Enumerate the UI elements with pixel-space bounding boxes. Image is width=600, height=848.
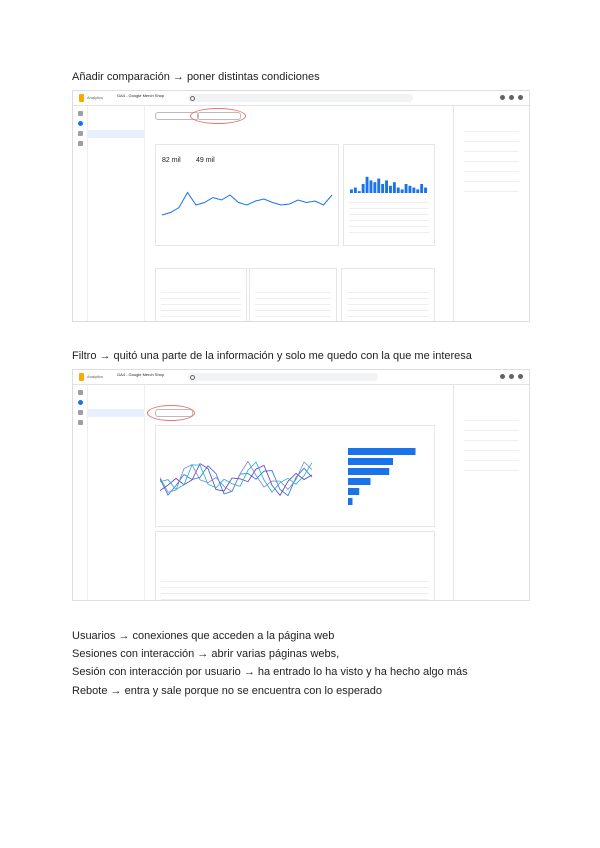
advertising-icon[interactable] [78,420,83,425]
nav-item[interactable] [88,449,144,457]
data-table [155,531,435,601]
search-input[interactable] [188,94,413,102]
realtime-card [343,144,435,246]
realtime-bar [366,177,369,193]
channel-bar [348,458,393,465]
property-selector[interactable]: GA4 - Google Merch Shop [117,93,165,98]
nav-item[interactable] [88,170,144,178]
left-rail [73,385,88,600]
highlight-circle [147,405,195,421]
help-icon[interactable] [509,95,514,100]
realtime-bar [377,179,380,193]
reports-icon[interactable] [78,400,83,405]
report-nav [88,106,145,321]
avatar[interactable] [518,374,523,379]
realtime-bar [424,188,427,193]
nav-item-selected[interactable] [88,130,144,138]
realtime-bar [381,184,384,193]
realtime-bar [412,188,415,193]
home-icon[interactable] [78,111,83,116]
apps-icon[interactable] [500,95,505,100]
nav-item[interactable] [88,401,144,409]
home-icon[interactable] [78,390,83,395]
note-sesiones: Sesiones con interacción → abrir varias páginas webs, [72,648,340,660]
traffic-chart-card [155,425,435,527]
nav-item[interactable] [88,162,144,170]
avatar[interactable] [518,95,523,100]
note-usuarios: Usuarios → conexiones que acceden a la página web [72,630,335,642]
analytics-screenshot-filter [72,369,530,601]
filter-panel [453,385,529,600]
summary-card-3 [341,268,435,322]
property-selector[interactable]: GA4 - Google Merch Shop [117,372,165,377]
realtime-rows [344,197,434,233]
realtime-bar [350,189,353,193]
toolbar-icons [500,95,523,100]
explore-icon[interactable] [78,131,83,136]
nav-item[interactable] [88,441,144,449]
realtime-bar [389,186,392,193]
report-main [153,385,449,600]
nav-item[interactable] [88,425,144,433]
nav-item[interactable] [88,122,144,130]
search-icon [190,96,195,101]
realtime-bar [393,182,396,193]
channels-bar-chart [328,444,428,514]
report-nav [88,385,145,600]
note-sesion-usuario: Sesión con interacción por usuario → ha entrado lo ha visto y ha hecho algo más [72,666,468,678]
comparison-panel [453,106,529,321]
realtime-bar-chart [344,173,434,193]
analytics-screenshot-home [72,90,530,322]
nav-item[interactable] [88,178,144,186]
nav-item[interactable] [88,385,144,393]
users-line-chart [156,175,338,235]
realtime-bar [385,180,388,193]
toolbar-icons [500,374,523,379]
kpi-users-value: 82 mil [162,157,181,164]
note-filtro: Filtro → quitó una parte de la información y solo me quedo con la que me interesa [72,350,472,362]
nav-item[interactable] [88,417,144,425]
apps-icon[interactable] [500,374,505,379]
channel-bar [348,498,353,505]
top-bar [73,91,529,106]
overview-chart-card [155,144,339,246]
highlight-circle [190,108,246,124]
realtime-bar [362,184,365,193]
nav-item[interactable] [88,146,144,154]
summary-card-2 [249,268,337,322]
realtime-bar [420,184,423,193]
realtime-bar [354,188,357,193]
product-name: Analytics [87,374,104,379]
reports-icon[interactable] [78,121,83,126]
nav-item[interactable] [88,138,144,146]
realtime-bar [401,189,404,193]
nav-item[interactable] [88,457,144,465]
nav-item-selected[interactable] [88,409,144,417]
nav-item[interactable] [88,114,144,122]
note-rebote: Rebote → entra y sale porque no se encuentra con lo esperado [72,685,383,697]
nav-item[interactable] [88,106,144,114]
realtime-bar [416,189,419,193]
analytics-logo-icon [79,373,84,381]
realtime-bar [370,180,373,193]
nav-item[interactable] [88,154,144,162]
realtime-bar [358,191,361,193]
advertising-icon[interactable] [78,141,83,146]
channel-bar [348,448,416,455]
top-bar [73,370,529,385]
summary-card-1 [155,268,247,322]
report-main [153,106,449,321]
nav-item[interactable] [88,393,144,401]
sessions-line-chart [160,444,320,514]
analytics-logo-icon [79,94,84,102]
explore-icon[interactable] [78,410,83,415]
realtime-bar [397,188,400,193]
note-comparacion: Añadir comparación → poner distintas condiciones [72,71,320,83]
realtime-bar [409,186,412,193]
search-input[interactable] [188,373,378,381]
left-rail [73,106,88,321]
channel-bar [348,488,359,495]
nav-item[interactable] [88,433,144,441]
kpi-new-users-value: 49 mil [196,157,215,164]
channel-bar [348,468,389,475]
product-name: Analytics [87,95,104,100]
help-icon[interactable] [509,374,514,379]
users-series-line [162,193,332,216]
search-icon [190,375,195,380]
realtime-bar [373,182,376,193]
realtime-bar [405,184,408,193]
channel-bar [348,478,371,485]
